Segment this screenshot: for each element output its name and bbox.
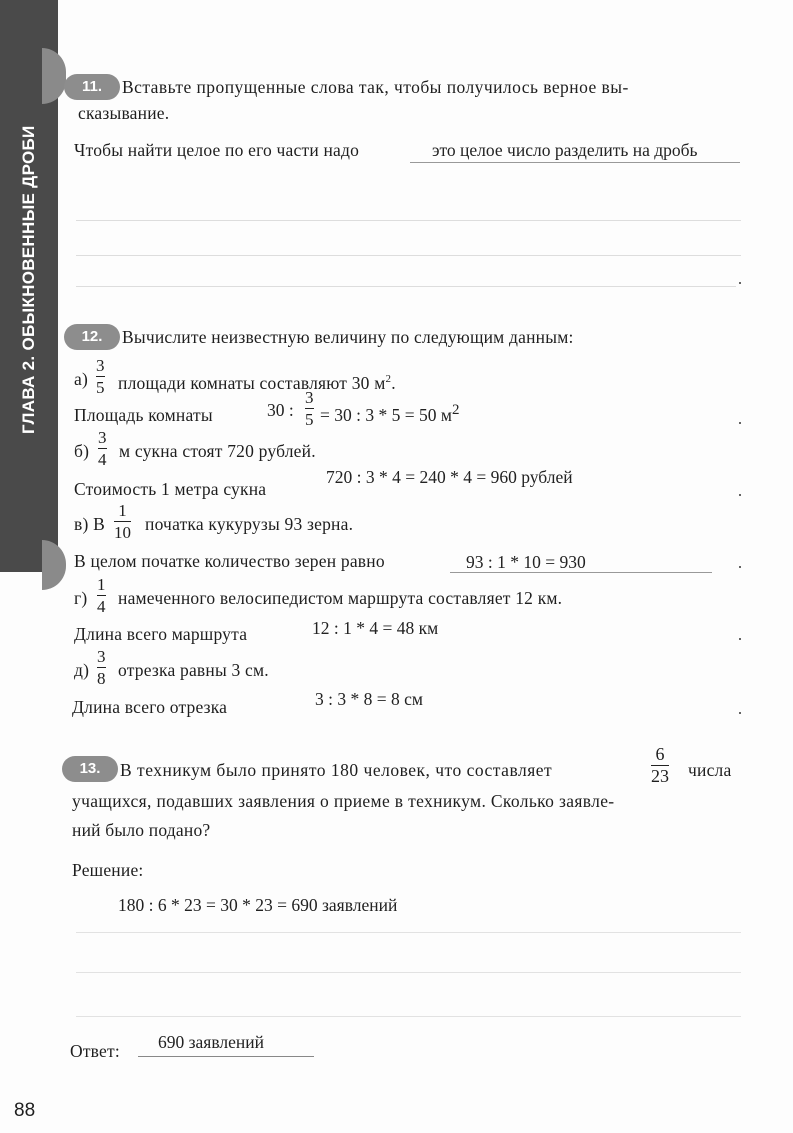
fraction-denominator: 5	[305, 410, 314, 429]
sidebar-tab	[42, 540, 66, 590]
item-label: б)	[74, 441, 90, 461]
fraction	[305, 388, 314, 429]
handwritten-solution: 180 : 6 * 23 = 30 * 23 = 690 заявлений	[118, 895, 398, 915]
answer-line	[76, 1016, 741, 1017]
handwritten-answer: = 30 : 3 * 5 = 50 $м^2$	[320, 402, 460, 425]
fraction	[114, 501, 131, 542]
task-text: Вставьте пропущенные слова так, чтобы получилось верное вы-	[122, 77, 629, 97]
fraction-numerator: 3	[97, 647, 106, 666]
answer-line	[76, 220, 741, 221]
fraction-denominator: 4	[98, 450, 107, 469]
item-text: площади комнаты составляют 30 $м^2$.	[118, 372, 396, 393]
fraction-numerator: 1	[97, 575, 106, 594]
answer-line	[450, 572, 712, 573]
task-text: учащихся, подавших заявления о приеме в техникум. Сколько заявле-	[72, 791, 615, 811]
handwritten-answer: 3 : 3 * 8 = 8 см	[315, 689, 423, 709]
line-end-dot	[739, 282, 741, 284]
item-label: в) В	[74, 514, 105, 534]
answer-line	[76, 932, 741, 933]
item-text: початка кукурузы 93 зерна.	[145, 514, 354, 534]
solution-label: Решение:	[72, 860, 144, 880]
handwritten-answer: 690 заявлений	[158, 1032, 264, 1052]
fraction-denominator: 4	[97, 597, 106, 616]
item-text: м сукна стоят 720 рублей.	[119, 441, 316, 461]
result-label: В целом початке количество зерен равно	[74, 551, 385, 571]
answer-line	[76, 286, 736, 287]
answer-line	[76, 972, 741, 973]
answer-line	[138, 1056, 314, 1057]
task-number-badge: 11.	[64, 74, 120, 100]
line-end-dot	[739, 494, 741, 496]
result-label: Длина всего маршрута	[74, 624, 248, 644]
result-label: Стоимость 1 метра сукна	[74, 479, 267, 499]
fraction-denominator: 8	[97, 669, 106, 688]
item-label: д)	[74, 660, 90, 680]
fraction-denominator: 5	[96, 378, 105, 397]
answer-label: Ответ:	[70, 1041, 120, 1061]
result-label: Площадь комнаты	[74, 405, 213, 425]
task-text: числа	[688, 760, 732, 780]
fraction-numerator: 3	[98, 428, 107, 447]
item-text: отрезка равны 3 см.	[118, 660, 269, 680]
chapter-title: ГЛАВА 2. ОБЫКНОВЕННЫЕ ДРОБИ	[19, 125, 38, 434]
fraction	[98, 428, 107, 469]
fraction	[97, 575, 106, 616]
item-text: намеченного велосипедистом маршрута составляет 12 км.	[118, 588, 563, 608]
fraction-numerator: 3	[305, 388, 314, 407]
fraction	[96, 356, 105, 397]
line-end-dot	[739, 422, 741, 424]
fraction	[651, 745, 669, 786]
fraction-denominator: 23	[651, 766, 669, 786]
fraction	[97, 647, 106, 688]
fraction-numerator: 3	[96, 356, 105, 375]
answer-line	[76, 255, 741, 256]
handwritten-answer: 30 :	[267, 400, 294, 420]
sidebar-tab	[42, 48, 66, 104]
line-end-dot	[739, 638, 741, 640]
handwritten-answer: 12 : 1 * 4 = 48 км	[312, 618, 439, 638]
item-label: а)	[74, 369, 88, 389]
answer-line	[410, 162, 740, 163]
fraction-numerator: 6	[655, 744, 665, 764]
page-number: 88	[14, 1100, 36, 1121]
handwritten-answer: 720 : 3 * 4 = 240 * 4 = 960 рублей	[326, 467, 573, 487]
handwritten-answer: это целое число разделить на дробь	[432, 140, 698, 160]
task-number-badge: 13.	[62, 756, 118, 782]
task-text: ний было подано?	[72, 820, 211, 840]
task-number-badge: 12.	[64, 324, 120, 350]
item-label: г)	[74, 588, 88, 608]
result-label: Длина всего отрезка	[72, 697, 228, 717]
task-text: сказывание.	[78, 103, 170, 123]
statement-text: Чтобы найти целое по его части надо	[74, 140, 360, 160]
line-end-dot	[739, 566, 741, 568]
fraction-denominator: 10	[114, 523, 131, 542]
handwritten-answer: 93 : 1 * 10 = 930	[466, 552, 586, 572]
fraction-numerator: 1	[118, 501, 127, 520]
task-text: Вычислите неизвестную величину по следующим данным:	[122, 327, 574, 347]
task-text: В техникум было принято 180 человек, что составляет	[120, 760, 553, 780]
line-end-dot	[739, 712, 741, 714]
